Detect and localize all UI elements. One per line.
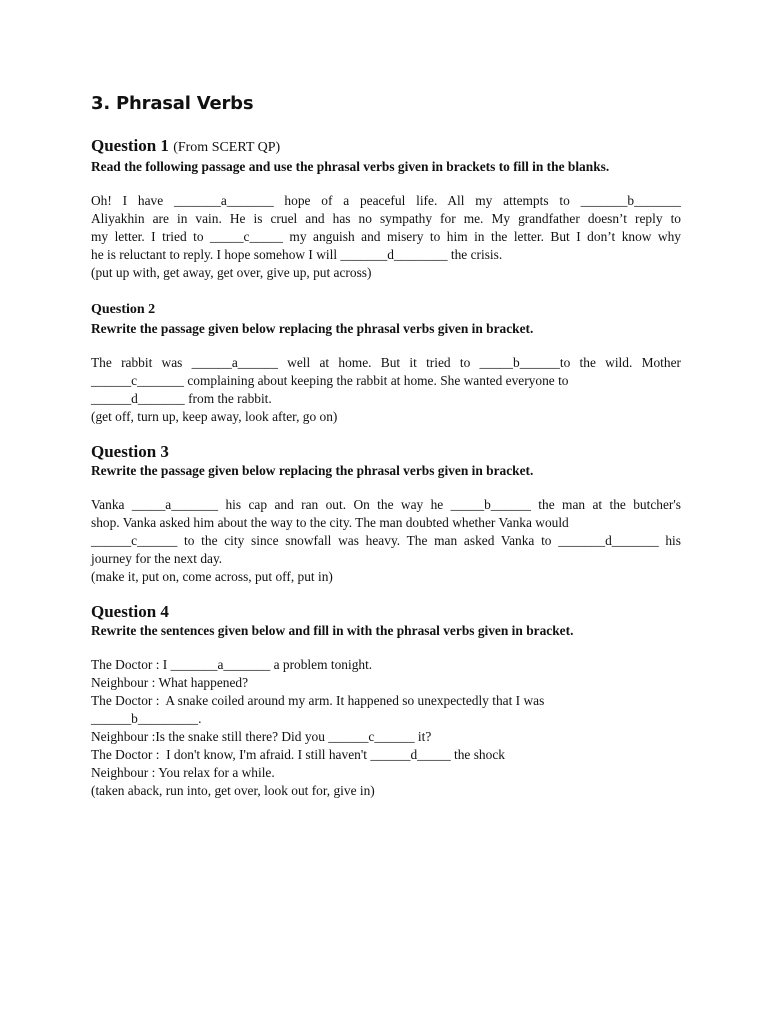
question-1-instruction: Read the following passage and use the phrasal verbs given in brackets to fill in the blanks. bbox=[91, 159, 610, 174]
question-3-title: Question 3 bbox=[91, 442, 169, 461]
question-1-line: Oh! I have _______a_______ hope of a peaceful life. All my attempts to _______b_______ bbox=[91, 193, 681, 208]
question-4-options: (taken aback, run into, get over, look out for, give in) bbox=[91, 783, 375, 798]
question-1-line: he is reluctant to reply. I hope somehow I will _______d________ the crisis. bbox=[91, 247, 503, 262]
question-2-instruction: Rewrite the passage given below replacing the phrasal verbs given in bracket. bbox=[91, 321, 534, 336]
question-2 bbox=[91, 300, 681, 426]
question-3-line: journey for the next day. bbox=[91, 551, 223, 566]
question-3 bbox=[91, 442, 681, 586]
worksheet-page bbox=[91, 92, 681, 800]
question-4-line: The Doctor : I don't know, I'm afraid. I still haven't ______d_____ the shock bbox=[91, 747, 505, 762]
question-4-instruction: Rewrite the sentences given below and fill in with the phrasal verbs given in bracket. bbox=[91, 623, 574, 638]
question-1-title: Question 1 bbox=[91, 136, 169, 155]
question-3-line: shop. Vanka asked him about the way to the city. The man doubted whether Vanka would bbox=[91, 515, 569, 530]
question-1 bbox=[91, 136, 681, 282]
question-4-line: The Doctor : I _______a_______ a problem tonight. bbox=[91, 657, 373, 672]
question-4-line: Neighbour :Is the snake still there? Did you ______c______ it? bbox=[91, 729, 432, 744]
question-1-heading bbox=[91, 136, 681, 158]
question-4-line: Neighbour : What happened? bbox=[91, 675, 249, 690]
question-2-line: ______d_______ from the rabbit. bbox=[91, 391, 272, 406]
question-1-line: my letter. I tried to _____c_____ my anguish and misery to him in the letter. But I don’t know why bbox=[91, 229, 681, 244]
question-1-options: (put up with, get away, get over, give up, put across) bbox=[91, 265, 372, 280]
question-4-line: ______b_________. bbox=[91, 711, 202, 726]
question-3-line: Vanka _____a_______ his cap and ran out. On the way he _____b______ the man at the butcher's bbox=[91, 497, 681, 512]
question-2-options: (get off, turn up, keep away, look after, go on) bbox=[91, 409, 338, 424]
question-4-title: Question 4 bbox=[91, 602, 169, 621]
question-3-instruction: Rewrite the passage given below replacing the phrasal verbs given in bracket. bbox=[91, 463, 534, 478]
question-4-line: Neighbour : You relax for a while. bbox=[91, 765, 275, 780]
question-1-source: (From SCERT QP) bbox=[173, 140, 281, 155]
section-title: 3. Phrasal Verbs bbox=[91, 93, 254, 114]
question-2-line: ______c_______ complaining about keeping the rabbit at home. She wanted everyone to bbox=[91, 373, 569, 388]
question-4-line: The Doctor : A snake coiled around my arm. It happened so unexpectedly that I was bbox=[91, 693, 545, 708]
question-4 bbox=[91, 602, 681, 800]
question-3-line: ______c______ to the city since snowfall was heavy. The man asked Vanka to _______d_______ his bbox=[91, 533, 681, 548]
question-3-options: (make it, put on, come across, put off, put in) bbox=[91, 569, 333, 584]
question-1-line: Aliyakhin are in vain. He is cruel and has no sympathy for me. My grandfather doesn’t reply to bbox=[91, 211, 681, 226]
question-2-line: The rabbit was ______a______ well at home. But it tried to _____b______to the wild. Mother bbox=[91, 355, 681, 370]
question-2-title: Question 2 bbox=[91, 302, 156, 317]
